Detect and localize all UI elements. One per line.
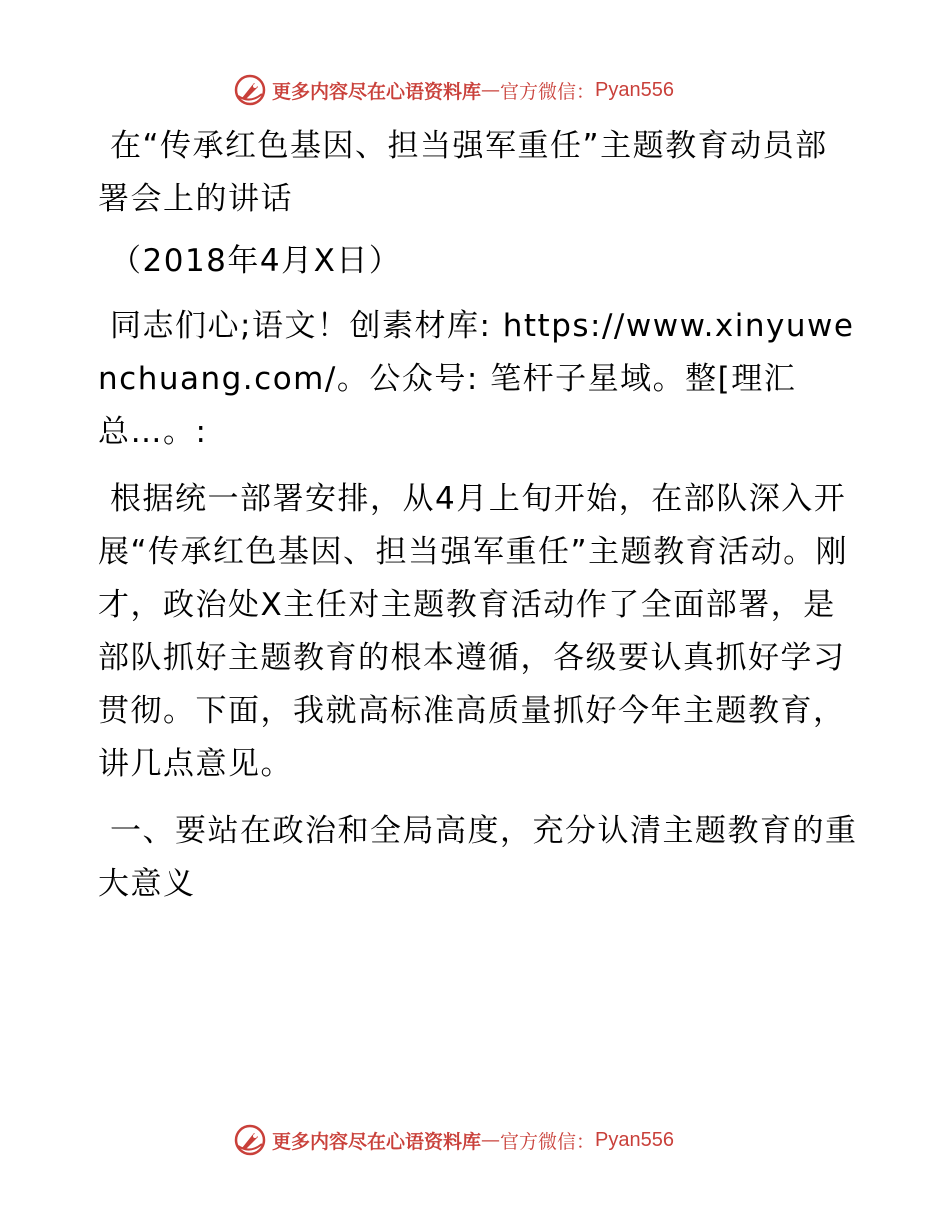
watermark-wechat-id: Pyan556 [595, 78, 674, 101]
document-title: 在“传承红色基因、担当强军重任”主题教育动员部署会上的讲话 [98, 128, 828, 217]
pen-nib-logo-icon [234, 1124, 266, 1156]
document-body [98, 120, 858, 911]
watermark-wechat-label: 官方微信： [500, 80, 596, 103]
greeting-paragraph: 同志们心;语文！创素材库: https://www.xinyuwenchuang.com/。公众号: 笔杆子星域。整[理汇总…。: [98, 308, 855, 450]
watermark-wechat-label: 官方微信： [500, 1130, 596, 1153]
document-date: （2018年4月X日） [110, 243, 402, 279]
header-watermark [234, 73, 714, 107]
pen-nib-logo-icon [234, 74, 266, 106]
watermark-site-name: 更多内容尽在心语资料库 [272, 1130, 482, 1153]
body-paragraph: 根据统一部署安排，从4月上旬开始，在部队深入开展“传承红色基因、担当强军重任”主题教育活动。刚才，政治处X主任对主题教育活动作了全面部署，是部队抓好主题教育的根本遵循，各级要认真抓好学习贯彻。下面，我就高标准高质量抓好今年主题教育，讲几点意见。 [98, 481, 849, 782]
watermark-site-name: 更多内容尽在心语资料库 [272, 80, 482, 103]
watermark-separator: — [481, 79, 501, 101]
footer-watermark [234, 1123, 714, 1157]
section-heading: 一、要站在政治和全局高度，充分认清主题教育的重大意义 [98, 813, 858, 902]
watermark-separator: — [481, 1129, 501, 1151]
watermark-wechat-id: Pyan556 [595, 1128, 674, 1151]
